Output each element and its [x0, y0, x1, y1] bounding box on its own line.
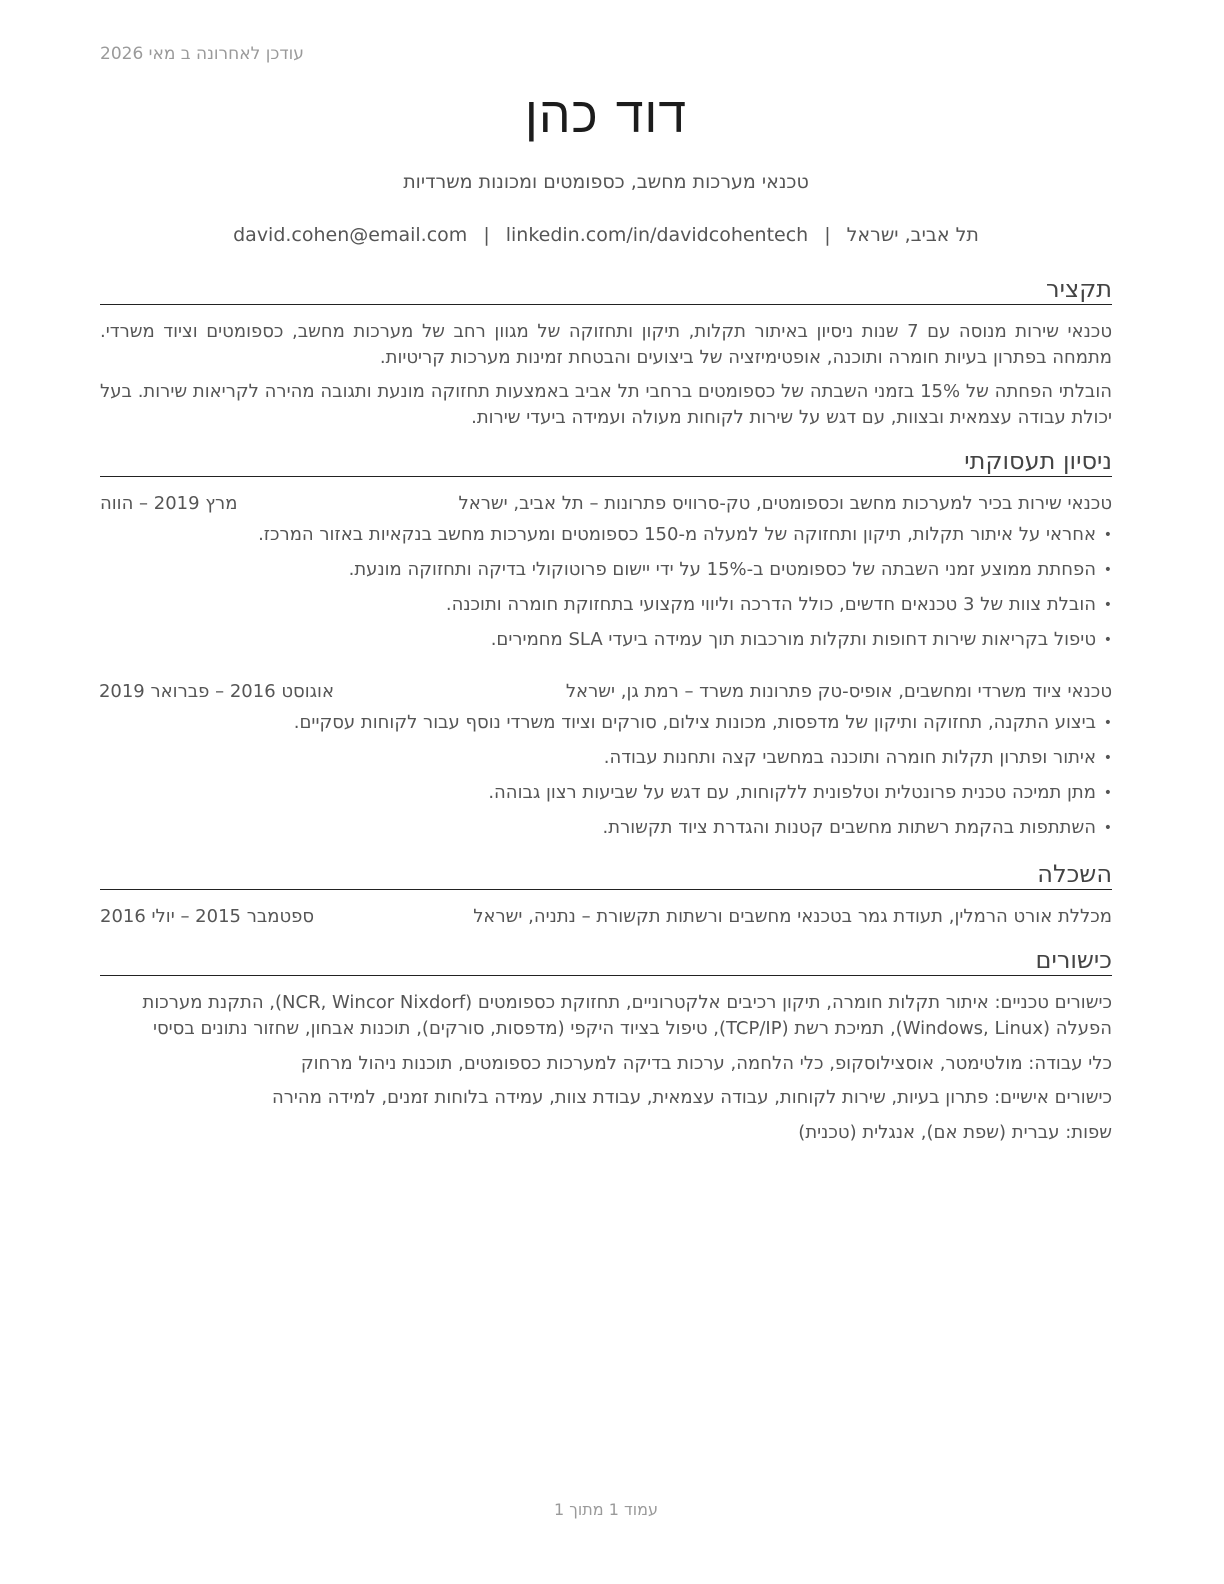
list-item: • איתור ופתרון תקלות חומרה ותוכנה במחשבי קצה ותחנות עבודה.: [100, 745, 1112, 771]
contact-separator: |: [824, 224, 831, 246]
candidate-name: דוד כהן: [524, 86, 688, 144]
list-item: • הפחתת ממוצע זמני השבתה של כספומטים ב-15% על ידי יישום פרוטוקולי בדיקה ותחזוקה מונעת.: [100, 557, 1112, 583]
email-link[interactable]: david.cohen@email.com: [233, 224, 468, 246]
education-heading: השכלה: [100, 859, 1112, 890]
list-item: • ביצוע התקנה, תחזוקה ותיקון של מדפסות, מכונות צילום, סורקים וציוד משרדי נוסף עבור לקוחות עסקיים.: [100, 710, 1112, 736]
list-item: • השתתפות בהקמת רשתות מחשבים קטנות והגדרת ציוד תקשורת.: [100, 815, 1112, 841]
summary-paragraph: טכנאי שירות מנוסה עם 7 שנות ניסיון באיתור תקלות, תיקון ותחזוקה של מגוון רחב של מערכות מחשב, כספומטים וציוד משרדי. מתמחה בפתרון בעיות חומרה ותוכנה, אופטימיזציה של ביצועים והבטחת זמינות מערכות קריטיות.: [100, 321, 1112, 368]
skills-personal: כישורים אישיים: פתרון בעיות, שירות לקוחות, עבודה עצמאית, עבודת צוות, עמידה בלוחות זמנים, למידה מהירה: [271, 1087, 1112, 1108]
list-item: • הובלת צוות של 3 טכנאים חדשים, כולל הדרכה וליווי מקצועי בתחזוקת חומרה ותוכנה.: [100, 592, 1112, 618]
job-bullets: [100, 710, 1112, 850]
job-dates: מרץ 2019 – הווה: [100, 493, 238, 514]
job-header: [100, 679, 1112, 705]
location-text: תל אביב, ישראל: [846, 224, 979, 246]
skills-heading: כישורים: [100, 945, 1112, 976]
summary-paragraph: הובלתי הפחתה של 15% בזמני השבתה של כספומטים ברחבי תל אביב באמצעות תחזוקה מונעת ותגובה מהירה לקריאות שירות. בעל יכולת עבודה עצמאית ובצוות, עם דגש על שירות לקוחות מעולה ועמידה ביעדי שירות.: [100, 381, 1112, 428]
candidate-title: טכנאי מערכות מחשב, כספומטים ומכונות משרדיות: [403, 171, 809, 193]
education-dates: ספטמבר 2015 – יולי 2016: [100, 906, 315, 927]
skills-languages: שפות: עברית (שפת אם), אנגלית (טכנית): [798, 1122, 1112, 1143]
contact-separator: |: [483, 224, 490, 246]
job-bullets: [100, 522, 1112, 662]
job-dates: אוגוסט 2016 – פברואר 2019: [98, 681, 334, 702]
job-role: טכנאי ציוד משרדי ומחשבים, אופיס-טק פתרונות משרד – רמת גן, ישראל: [565, 681, 1112, 702]
skills-technical: כישורים טכניים: איתור תקלות חומרה, תיקון רכיבים אלקטרוניים, תחזוקת כספומטים (NCR, Wincor Nixdorf), התקנת מערכות הפעלה (Windows, Linux), תמיכת רשת (TCP/IP), טיפול בציוד היקפי (מדפסות, סורקים), תוכנות אבחון, שחזור נתונים בסיסי: [142, 992, 1112, 1039]
list-item: • מתן תמיכה טכנית פרונטלית וטלפונית ללקוחות, עם דגש על שביעות רצון גבוהה.: [100, 780, 1112, 806]
experience-heading: ניסיון תעסוקתי: [100, 446, 1112, 477]
job-role: טכנאי שירות בכיר למערכות מחשב וכספומטים, טק-סרוויס פתרונות – תל אביב, ישראל: [458, 493, 1112, 514]
list-item: • אחראי על איתור תקלות, תיקון ותחזוקה של למעלה מ-150 כספומטים ומערכות מחשב בנקאיות באזור המרכז.: [100, 522, 1112, 548]
summary-heading: תקציר: [100, 274, 1112, 305]
last-updated-note: עודכן לאחרונה ב מאי 2026: [100, 44, 304, 64]
list-item: • טיפול בקריאות שירות דחופות ותקלות מורכבות תוך עמידה ביעדי SLA מחמירים.: [100, 627, 1112, 653]
linkedin-link[interactable]: linkedin.com/in/davidcohentech: [505, 224, 809, 246]
resume-page: [100, 0, 1112, 1584]
job-header: [100, 491, 1112, 517]
contact-line: [100, 224, 1112, 246]
skills-tools: כלי עבודה: מולטימטר, אוסצילוסקופ, כלי הלחמה, ערכות בדיקה למערכות כספומטים, תוכנות ניהול מרחוק: [300, 1053, 1112, 1074]
education-entry: [100, 904, 1112, 930]
education-text: מכללת אורט הרמלין, תעודת גמר בטכנאי מחשבים ורשתות תקשורת – נתניה, ישראל: [473, 906, 1112, 927]
page-number: עמוד 1 מתוך 1: [554, 1500, 658, 1519]
